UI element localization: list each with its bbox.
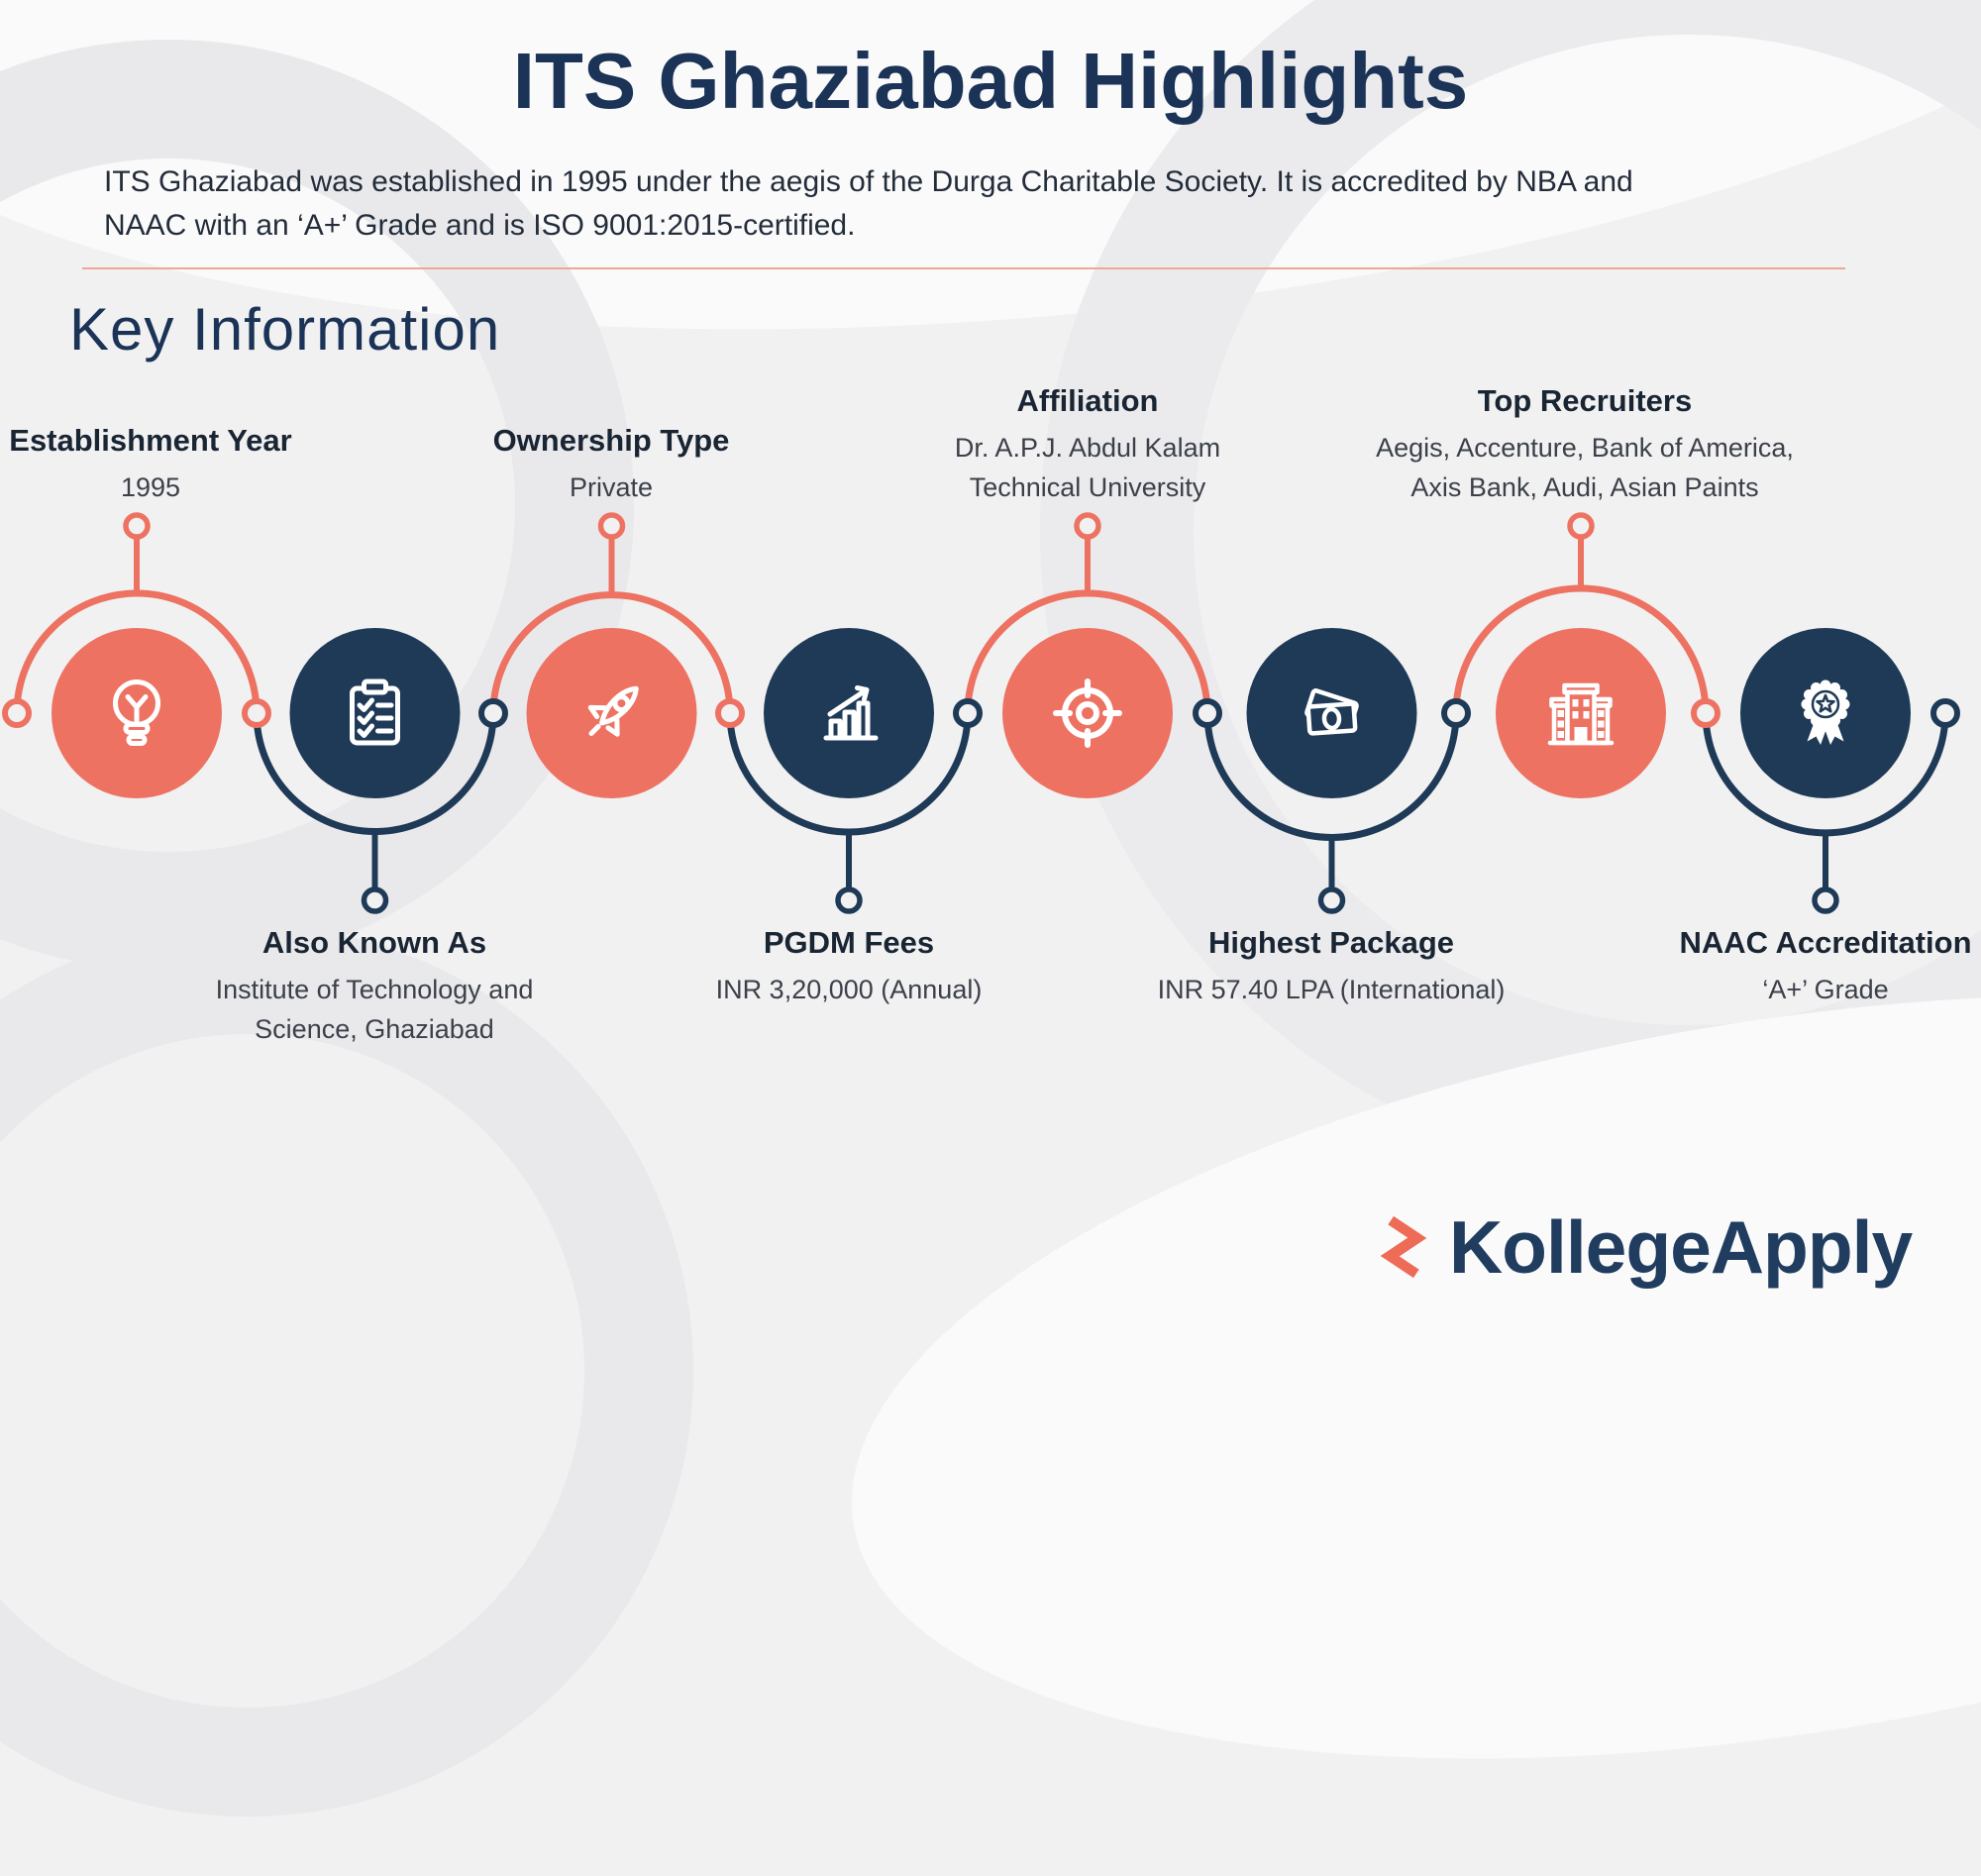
item-label-highest-package bbox=[1098, 925, 1564, 1009]
item-label-naac-accreditation bbox=[1637, 925, 1981, 1009]
item-title: Highest Package bbox=[1207, 925, 1455, 960]
background-ring-bottom-left bbox=[0, 925, 693, 1817]
logo-text: KollegeApply bbox=[1449, 1205, 1913, 1289]
section-heading: Key Information bbox=[69, 296, 501, 363]
item-value: INR 57.40 LPA (International) bbox=[1157, 975, 1506, 1004]
double-chevron-icon bbox=[1372, 1212, 1435, 1282]
item-title: Affiliation bbox=[1016, 383, 1159, 418]
item-title: Also Known As bbox=[261, 925, 487, 960]
item-label-ownership-type bbox=[433, 423, 789, 507]
item-label-establishment-year bbox=[0, 423, 319, 507]
item-title: NAAC Accreditation bbox=[1679, 925, 1972, 960]
page-title: ITS Ghaziabad Highlights bbox=[512, 37, 1469, 125]
divider-line bbox=[82, 267, 1845, 269]
page-subtitle: ITS Ghaziabad was established in 1995 under the aegis of the Durga Charitable Society. It is accredited by NBA and NAAC with an ‘A+’ Grade and is ISO 9001:2015-certified. bbox=[104, 165, 1633, 242]
item-title: PGDM Fees bbox=[763, 925, 935, 960]
item-value: ‘A+’ Grade bbox=[1762, 975, 1889, 1004]
item-label-also-known-as bbox=[201, 925, 548, 1049]
item-title: Ownership Type bbox=[492, 423, 730, 458]
item-label-top-recruiters bbox=[1361, 383, 1809, 507]
kollegeapply-logo bbox=[1372, 1204, 1912, 1290]
item-title: Establishment Year bbox=[9, 423, 292, 458]
item-value: 1995 bbox=[120, 472, 181, 502]
item-value: Institute of Technology and Science, Ghaziabad bbox=[215, 975, 534, 1044]
item-value: Private bbox=[569, 472, 654, 502]
item-value: Aegis, Accenture, Bank of America, Axis Bank, Audi, Asian Paints bbox=[1376, 433, 1794, 502]
item-title: Top Recruiters bbox=[1477, 383, 1693, 418]
item-value: INR 3,20,000 (Annual) bbox=[715, 975, 983, 1004]
item-label-affiliation bbox=[934, 383, 1241, 507]
growth-chart-icon bbox=[826, 688, 876, 739]
item-value: Dr. A.P.J. Abdul Kalam Technical University bbox=[954, 433, 1221, 502]
item-label-pgdm-fees bbox=[661, 925, 1037, 1009]
